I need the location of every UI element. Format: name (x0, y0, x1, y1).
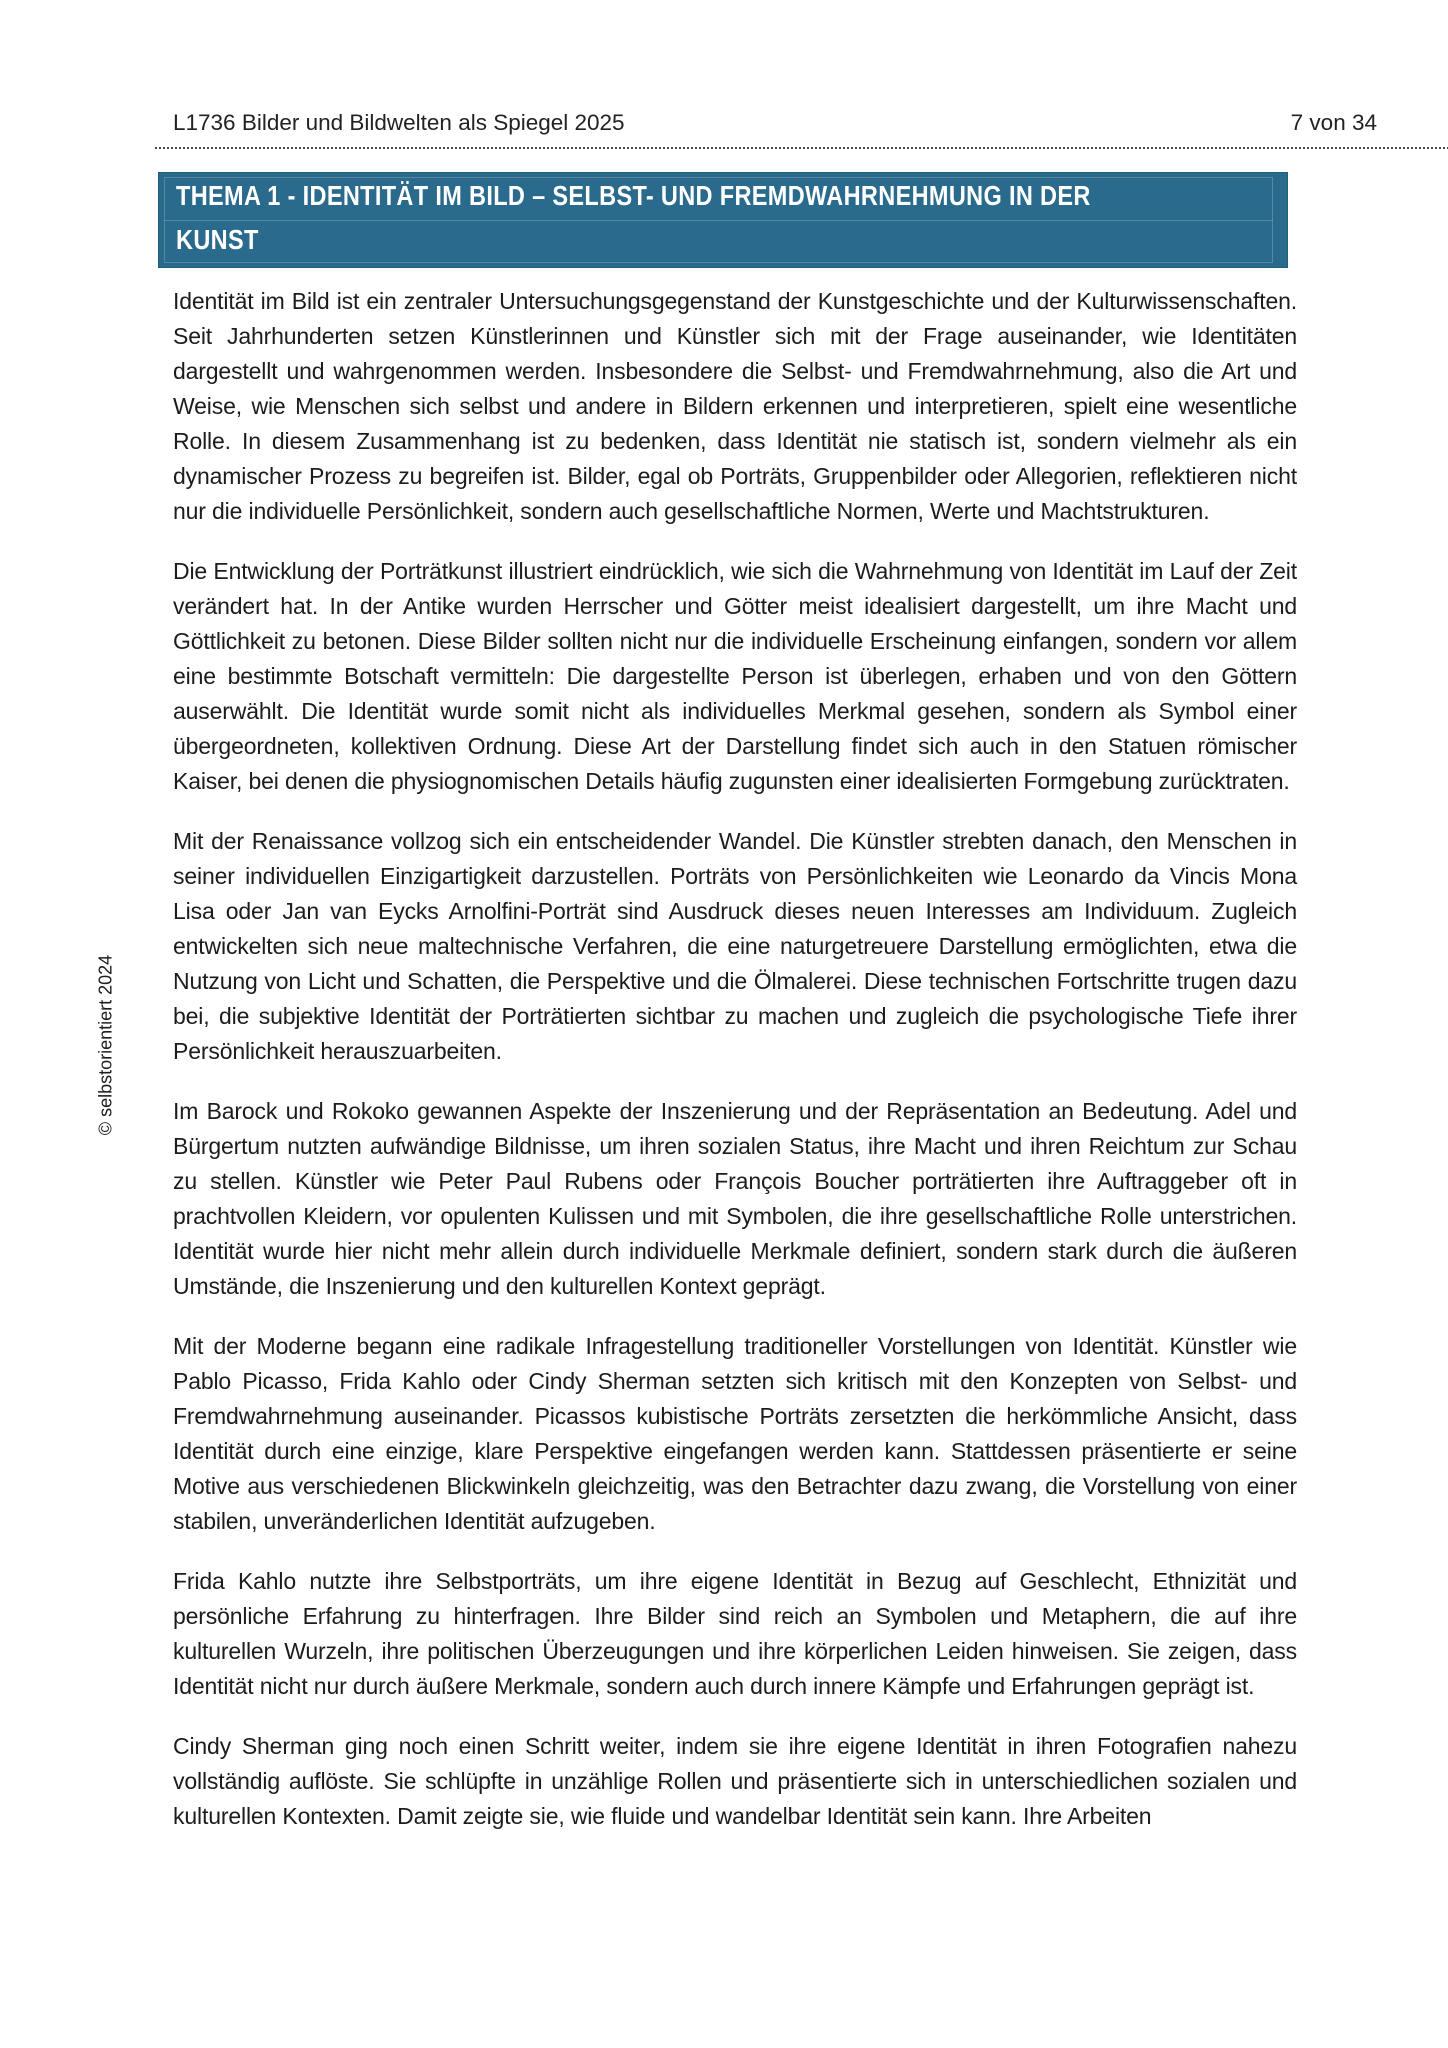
body-paragraph: Im Barock und Rokoko gewannen Aspekte der Inszenierung und der Repräsentation an Bedeutung. Adel und Bürgertum nutzten aufwändige Bildnisse, um ihren sozialen Status, ihre Macht und ihren Reichtum zur Schau zu stellen. Künstler wie Peter Paul Rubens oder François Boucher porträtierten ihre Auftraggeber oft in prachtvollen Kleidern, vor opulenten Kulissen und mit Symbolen, die ihre gesellschaftliche Rolle unterstrichen. Identität wurde hier nicht mehr allein durch individuelle Merkmale definiert, sondern stark durch die äußeren Umstände, die Inszenierung und den kulturellen Kontext geprägt. (173, 1098, 1297, 1299)
copyright-notice: © selbstorientiert 2024 (95, 954, 116, 1136)
section-heading-box (158, 172, 1288, 268)
section-heading-line-1: THEMA 1 - IDENTITÄT IM BILD – SELBST- UND FREMDWAHRNEHMUNG IN DER (176, 180, 1091, 211)
body-paragraph: Die Entwicklung der Porträtkunst illustriert eindrücklich, wie sich die Wahrnehmung von Identität im Lauf der Zeit verändert hat. In der Antike wurden Herrscher und Götter meist idealisiert dargestellt, um ihre Macht und Göttlichkeit zu betonen. Diese Bilder sollten nicht nur die individuelle Erscheinung einfangen, sondern vor allem eine bestimmte Botschaft vermitteln: Die dargestellte Person ist überlegen, erhaben und von den Göttern auserwählt. Die Identität wurde somit nicht als individuelles Merkmal gesehen, sondern als Symbol einer übergeordneten, kollektiven Ordnung. Diese Art der Darstellung findet sich auch in den Statuen römischer Kaiser, bei denen die physiognomischen Details häufig zugunsten einer idealisierten Formgebung zurücktraten. (173, 558, 1297, 794)
body-paragraph: Cindy Sherman ging noch einen Schritt weiter, indem sie ihre eigene Identität in ihren Fotografien nahezu vollständig auflöste. Sie schlüpfte in unzählige Rollen und präsentierte sich in unterschiedlichen sozialen und kulturellen Kontexten. Damit zeigte sie, wie fluide und wandelbar Identität sein kann. Ihre Arbeiten (173, 1733, 1297, 1829)
header-course-code: L1736 Bilder und Bildwelten als Spiegel 2025 (173, 110, 625, 135)
header-divider (155, 147, 1448, 149)
body-paragraph: Frida Kahlo nutzte ihre Selbstporträts, um ihre eigene Identität in Bezug auf Geschlecht, Ethnizität und persönliche Erfahrung zu hinterfragen. Ihre Bilder sind reich an Symbolen und Metaphern, die auf ihre kulturellen Wurzeln, ihre politischen Überzeugungen und ihre körperlichen Leiden hinweisen. Sie zeigen, dass Identität nicht nur durch äußere Merkmale, sondern auch durch innere Kämpfe und Erfahrungen geprägt ist. (173, 1568, 1297, 1699)
body-paragraph: Mit der Moderne begann eine radikale Infragestellung traditioneller Vorstellungen von Identität. Künstler wie Pablo Picasso, Frida Kahlo oder Cindy Sherman setzten sich kritisch mit den Konzepten von Selbst- und Fremdwahrnehmung auseinander. Picassos kubistische Porträts zersetzten die herkömmliche Ansicht, dass Identität durch eine einzige, klare Perspektive eingefangen werden kann. Stattdessen präsentierte er seine Motive aus verschiedenen Blickwinkeln gleichzeitig, was den Betrachter dazu zwang, die Vorstellung von einer stabilen, unveränderlichen Identität aufzugeben. (173, 1333, 1297, 1534)
body-text (173, 284, 1297, 1859)
body-paragraph: Identität im Bild ist ein zentraler Untersuchungsgegenstand der Kunstgeschichte und der Kulturwissenschaften. Seit Jahrhunderten setzen Künstlerinnen und Künstler sich mit der Frage auseinander, wie Identitäten dargestellt und wahrgenommen werden. Insbesondere die Selbst- und Fremdwahrnehmung, also die Art und Weise, wie Menschen sich selbst und andere in Bildern erkennen und interpretieren, spielt eine wesentliche Rolle. In diesem Zusammenhang ist zu bedenken, dass Identität nie statisch ist, sondern vielmehr als ein dynamischer Prozess zu begreifen ist. Bilder, egal ob Porträts, Gruppenbilder oder Allegorien, reflektieren nicht nur die individuelle Persönlichkeit, sondern auch gesellschaftliche Normen, Werte und Machtstrukturen. (173, 288, 1297, 524)
section-heading-line-2: KUNST (176, 224, 259, 255)
header-page-number: 7 von 34 (1290, 110, 1377, 135)
body-paragraph: Mit der Renaissance vollzog sich ein entscheidender Wandel. Die Künstler strebten danach, den Menschen in seiner individuellen Einzigartigkeit darzustellen. Porträts von Persönlichkeiten wie Leonardo da Vincis Mona Lisa oder Jan van Eycks Arnolfini-Porträt sind Ausdruck dieses neuen Interesses am Individuum. Zugleich entwickelten sich neue maltechnische Verfahren, die eine naturgetreuere Darstellung ermöglichten, etwa die Nutzung von Licht und Schatten, die Perspektive und die Ölmalerei. Diese technischen Fortschritte trugen dazu bei, die subjektive Identität der Porträtierten sichtbar zu machen und zugleich die psychologische Tiefe ihrer Persönlichkeit herauszuarbeiten. (173, 828, 1297, 1064)
page-header (173, 110, 1377, 136)
